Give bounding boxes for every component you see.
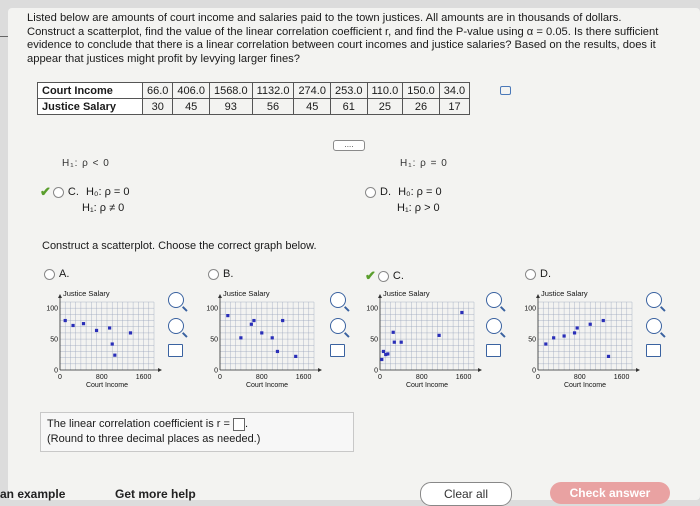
x-tick-label: 1600 — [455, 374, 472, 381]
table-cell: 66.0 — [143, 83, 173, 99]
data-point — [380, 358, 383, 361]
graph-title: Justice Salary — [383, 289, 430, 298]
data-point — [82, 322, 85, 325]
y-tick-label: 100 — [524, 305, 536, 313]
graph-option-b[interactable] — [208, 268, 233, 280]
table-cell: 1132.0 — [252, 83, 294, 99]
zoom-out-icon[interactable] — [168, 318, 184, 334]
data-point — [552, 336, 555, 339]
radio-icon[interactable] — [365, 187, 376, 198]
graph-a-tools — [168, 292, 188, 357]
expand-icon[interactable] — [646, 344, 661, 357]
problem-text: Listed below are amounts of court income and salaries paid to the town justices. All amounts are in thousands of dollars. Construct a scatterplot, find the value of the linear correlation coefficient r, and find the P-value using α = 0.05. Is there sufficient evidence to conclude that there is a linear correlation between court incomes and justice salaries? Based on the results, does it appear that justices might profit by levying larger fines? — [27, 12, 659, 65]
y-tick-label: 100 — [366, 305, 378, 313]
scatter-graph-d — [514, 286, 654, 396]
h0-text: H₀: ρ = 0 — [85, 186, 130, 198]
data-point — [607, 355, 610, 358]
correlation-question: The linear correlation coefficient is r = . (Round to three decimal places as needed.) — [40, 412, 354, 452]
expand-icon[interactable] — [168, 344, 183, 357]
zoom-out-icon[interactable] — [330, 318, 346, 334]
x-tick-label: 800 — [255, 374, 268, 381]
radio-icon[interactable] — [208, 269, 219, 280]
x-tick-label: 1600 — [295, 374, 312, 381]
x-tick-label: 0 — [58, 374, 62, 381]
x-axis-label: Court Income — [85, 382, 129, 389]
data-point — [294, 355, 297, 358]
data-point — [438, 334, 441, 337]
row-label-court-income: Court Income — [38, 83, 143, 99]
option-label: C. — [392, 269, 404, 282]
x-tick-label: 800 — [573, 374, 586, 381]
y-tick-label: 50 — [370, 336, 378, 344]
graph-title: Justice Salary — [63, 289, 110, 298]
graph-option-c[interactable] — [365, 268, 404, 284]
table-cell: 110.0 — [367, 83, 403, 99]
x-tick-label: 0 — [536, 374, 540, 381]
more-options-button[interactable]: .... — [333, 140, 365, 151]
hypothesis-option-c[interactable] — [40, 184, 130, 216]
zoom-in-icon[interactable] — [486, 292, 502, 308]
checkmark-icon: ✔ — [40, 184, 51, 200]
scatter-graph-c — [356, 286, 496, 396]
y-axis-arrow — [58, 294, 62, 298]
table-row-court-income — [38, 83, 470, 99]
data-point — [386, 352, 389, 355]
table-cell: 45 — [294, 99, 331, 115]
zoom-out-icon[interactable] — [646, 318, 662, 334]
y-tick-label: 0 — [374, 367, 378, 375]
data-point — [64, 319, 67, 322]
scatterplot-prompt: Construct a scatterplot. Choose the correct graph below. — [42, 240, 317, 252]
cutoff-hypothesis-left: H₁: ρ < 0 — [62, 158, 110, 169]
data-point — [400, 341, 403, 344]
option-label: D. — [540, 268, 551, 280]
y-tick-label: 100 — [206, 305, 218, 313]
hypothesis-option-d[interactable] — [365, 184, 442, 216]
y-tick-label: 0 — [214, 367, 218, 375]
option-label: D. — [380, 186, 391, 198]
data-point — [260, 331, 263, 334]
x-axis-arrow — [158, 368, 162, 372]
data-point — [393, 341, 396, 344]
data-point — [589, 323, 592, 326]
zoom-in-icon[interactable] — [330, 292, 346, 308]
scatter-graph-a — [36, 286, 176, 396]
x-tick-label: 0 — [218, 374, 222, 381]
data-point — [602, 319, 605, 322]
table-cell: 25 — [367, 99, 403, 115]
data-point — [226, 314, 229, 317]
y-axis-arrow — [536, 294, 540, 298]
data-point — [460, 311, 463, 314]
expand-icon[interactable] — [330, 344, 345, 357]
table-cell: 45 — [173, 99, 210, 115]
data-point — [276, 350, 279, 353]
x-tick-label: 0 — [378, 374, 382, 381]
data-point — [382, 350, 385, 353]
cutoff-hypothesis-right: H₁: ρ = 0 — [400, 158, 448, 169]
y-tick-label: 100 — [46, 305, 58, 313]
x-tick-label: 1600 — [135, 374, 152, 381]
data-point — [576, 326, 579, 329]
radio-icon[interactable] — [53, 187, 64, 198]
data-point — [252, 319, 255, 322]
table-cell: 1568.0 — [209, 83, 252, 99]
zoom-in-icon[interactable] — [168, 292, 184, 308]
graph-option-a[interactable] — [44, 268, 69, 280]
y-tick-label: 0 — [532, 367, 536, 375]
table-cell: 61 — [330, 99, 367, 115]
table-cell: 17 — [439, 99, 469, 115]
table-row-justice-salary — [38, 99, 470, 115]
data-point — [573, 331, 576, 334]
graph-title: Justice Salary — [223, 289, 270, 298]
x-tick-label: 800 — [95, 374, 108, 381]
data-point — [281, 319, 284, 322]
table-cell: 26 — [403, 99, 440, 115]
y-axis-arrow — [218, 294, 222, 298]
option-label: B. — [223, 268, 234, 280]
y-axis-arrow — [378, 294, 382, 298]
table-cell: 56 — [252, 99, 294, 115]
h1-text: H₁: ρ ≠ 0 — [82, 202, 125, 215]
x-axis-arrow — [636, 368, 640, 372]
data-point — [271, 336, 274, 339]
h0-text: H₀: ρ = 0 — [398, 186, 442, 198]
y-tick-label: 50 — [210, 336, 218, 344]
help-link[interactable]: Get more help — [115, 487, 196, 501]
x-tick-label: 800 — [415, 374, 428, 381]
x-tick-label: 1600 — [613, 374, 630, 381]
r-input[interactable] — [233, 418, 245, 431]
example-link[interactable]: an example — [0, 487, 66, 501]
data-point — [392, 331, 395, 334]
graph-b-tools — [330, 292, 350, 357]
expand-icon[interactable] — [486, 344, 501, 357]
radio-icon[interactable] — [44, 269, 55, 280]
option-label: C. — [67, 186, 79, 198]
data-point — [544, 342, 547, 345]
checkmark-icon: ✔ — [365, 268, 376, 283]
y-tick-label: 50 — [50, 336, 58, 344]
graph-title: Justice Salary — [541, 289, 588, 298]
x-axis-label: Court Income — [245, 382, 289, 389]
row-label-justice-salary: Justice Salary — [38, 99, 143, 115]
table-cell: 253.0 — [330, 83, 367, 99]
x-axis-label: Court Income — [563, 382, 607, 389]
x-axis-arrow — [318, 368, 322, 372]
data-point — [108, 326, 111, 329]
copy-data-icon[interactable] — [500, 86, 511, 95]
data-point — [111, 342, 114, 345]
data-point — [129, 331, 132, 334]
zoom-out-icon[interactable] — [486, 318, 502, 334]
clear-all-button[interactable]: Clear all — [420, 482, 512, 506]
data-table — [37, 82, 470, 115]
table-cell: 93 — [209, 99, 252, 115]
graph-c-tools — [486, 292, 506, 357]
table-cell: 406.0 — [173, 83, 210, 99]
y-tick-label: 50 — [528, 336, 536, 344]
radio-icon[interactable] — [525, 269, 536, 280]
data-point — [250, 323, 253, 326]
x-axis-arrow — [478, 368, 482, 372]
x-axis-label: Court Income — [405, 382, 449, 389]
h1-text: H₁: ρ > 0 — [397, 202, 440, 214]
table-cell: 150.0 — [403, 83, 440, 99]
graph-option-d[interactable] — [525, 268, 551, 280]
scatter-graph-b — [196, 286, 336, 396]
radio-icon[interactable] — [378, 271, 389, 282]
option-label: A. — [59, 268, 70, 280]
data-point — [95, 329, 98, 332]
check-answer-button[interactable]: Check answer — [550, 482, 670, 504]
graph-d-tools — [646, 292, 666, 357]
rounding-note: (Round to three decimal places as needed.) — [47, 433, 261, 445]
y-tick-label: 0 — [54, 367, 58, 375]
table-cell: 274.0 — [294, 83, 331, 99]
table-cell: 34.0 — [439, 83, 469, 99]
data-point — [563, 334, 566, 337]
table-cell: 30 — [143, 99, 173, 115]
data-point — [239, 336, 242, 339]
correlation-prompt: The linear correlation coefficient is r = — [47, 418, 230, 430]
zoom-in-icon[interactable] — [646, 292, 662, 308]
data-point — [113, 354, 116, 357]
data-point — [71, 324, 74, 327]
